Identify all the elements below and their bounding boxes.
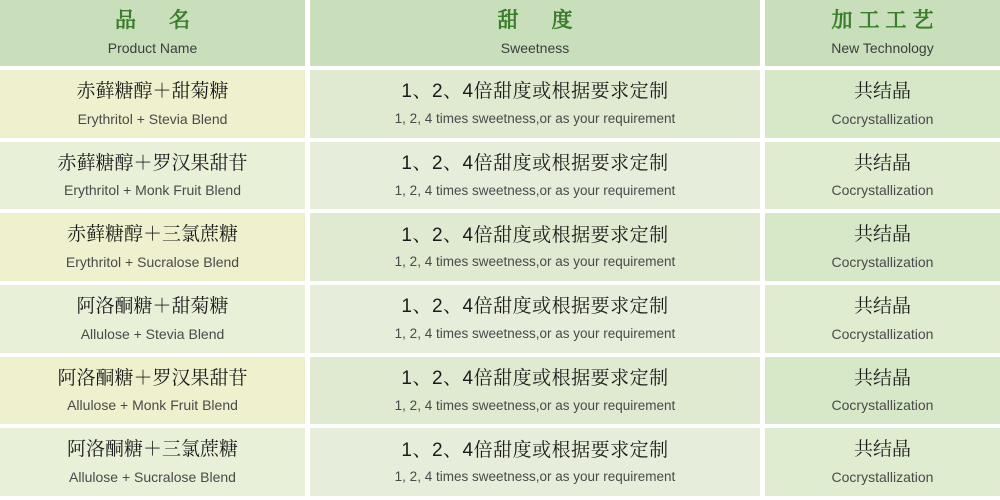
table-row bbox=[0, 142, 1000, 214]
header-technology-cn: 加工工艺 bbox=[831, 9, 940, 33]
product-cn: 赤藓糖醇＋罗汉果甜苷 bbox=[57, 152, 248, 174]
header-technology-en: New Technology bbox=[831, 39, 934, 56]
cell-product bbox=[0, 213, 310, 285]
technology-en: Cocrystallization bbox=[831, 110, 934, 127]
technology-en: Cocrystallization bbox=[831, 182, 934, 199]
cell-technology bbox=[765, 428, 1000, 500]
header-sweetness-cn: 甜 度 bbox=[497, 9, 579, 33]
cell-product bbox=[0, 70, 310, 142]
sweetness-en: 1, 2, 4 times sweetness,or as your requirement bbox=[394, 182, 676, 198]
cell-technology bbox=[765, 357, 1000, 429]
product-en: Erythritol + Monk Fruit Blend bbox=[63, 182, 241, 199]
sweetness-en: 1, 2, 4 times sweetness,or as your requirement bbox=[394, 254, 676, 270]
product-cn: 赤藓糖醇＋三氯蔗糖 bbox=[66, 224, 238, 246]
sweetness-en: 1, 2, 4 times sweetness,or as your requirement bbox=[394, 110, 676, 126]
cell-sweetness bbox=[310, 213, 765, 285]
sweetness-cn: 1、2、4倍甜度或根据要求定制 bbox=[401, 224, 669, 246]
cell-technology bbox=[765, 142, 1000, 214]
cell-technology bbox=[765, 70, 1000, 142]
cell-product bbox=[0, 428, 310, 500]
header-product-en: Product Name bbox=[107, 39, 198, 56]
table-header-row bbox=[0, 0, 1000, 70]
product-cn: 阿洛酮糖＋罗汉果甜苷 bbox=[57, 367, 248, 389]
product-en: Allulose + Stevia Blend bbox=[80, 325, 225, 342]
cell-sweetness bbox=[310, 357, 765, 429]
header-product-cn: 品 名 bbox=[115, 9, 196, 33]
cell-sweetness bbox=[310, 285, 765, 357]
table-row bbox=[0, 357, 1000, 429]
technology-en: Cocrystallization bbox=[831, 397, 934, 414]
cell-technology bbox=[765, 285, 1000, 357]
sweetness-cn: 1、2、4倍甜度或根据要求定制 bbox=[401, 153, 669, 175]
technology-cn: 共结晶 bbox=[853, 296, 911, 318]
table-row bbox=[0, 70, 1000, 142]
header-cell-technology bbox=[765, 0, 1000, 70]
product-cn: 赤藓糖醇＋甜菊糖 bbox=[76, 81, 229, 103]
product-en: Allulose + Monk Fruit Blend bbox=[67, 397, 238, 414]
technology-cn: 共结晶 bbox=[853, 152, 911, 174]
technology-en: Cocrystallization bbox=[831, 253, 934, 270]
technology-en: Cocrystallization bbox=[831, 325, 934, 342]
sweetness-cn: 1、2、4倍甜度或根据要求定制 bbox=[401, 439, 669, 461]
technology-en: Cocrystallization bbox=[831, 468, 934, 485]
sweetness-en: 1, 2, 4 times sweetness,or as your requirement bbox=[394, 397, 676, 413]
table-row bbox=[0, 213, 1000, 285]
sweetness-en: 1, 2, 4 times sweetness,or as your requirement bbox=[394, 326, 676, 341]
sweetness-en: 1, 2, 4 times sweetness,or as your requirement bbox=[394, 469, 676, 485]
header-cell-product bbox=[0, 0, 310, 70]
product-en: Erythritol + Stevia Blend bbox=[77, 110, 228, 127]
cell-product bbox=[0, 357, 310, 429]
sweetness-cn: 1、2、4倍甜度或根据要求定制 bbox=[401, 296, 669, 318]
product-cn: 阿洛酮糖＋三氯蔗糖 bbox=[66, 439, 238, 461]
header-cell-sweetness bbox=[310, 0, 765, 70]
sweetness-cn: 1、2、4倍甜度或根据要求定制 bbox=[401, 81, 669, 103]
header-sweetness-en: Sweetness bbox=[500, 39, 570, 56]
cell-sweetness bbox=[310, 428, 765, 500]
sweetness-cn: 1、2、4倍甜度或根据要求定制 bbox=[401, 368, 669, 390]
table-row bbox=[0, 285, 1000, 357]
product-en: Allulose + Sucralose Blend bbox=[69, 468, 236, 485]
cell-sweetness bbox=[310, 142, 765, 214]
table-row bbox=[0, 428, 1000, 500]
cell-technology bbox=[765, 213, 1000, 285]
technology-cn: 共结晶 bbox=[853, 367, 911, 389]
technology-cn: 共结晶 bbox=[853, 81, 911, 103]
product-en: Erythritol + Sucralose Blend bbox=[65, 253, 240, 270]
technology-cn: 共结晶 bbox=[853, 224, 911, 246]
cell-product bbox=[0, 285, 310, 357]
product-cn: 阿洛酮糖＋甜菊糖 bbox=[76, 296, 229, 318]
technology-cn: 共结晶 bbox=[853, 439, 911, 461]
cell-product bbox=[0, 142, 310, 214]
cell-sweetness bbox=[310, 70, 765, 142]
